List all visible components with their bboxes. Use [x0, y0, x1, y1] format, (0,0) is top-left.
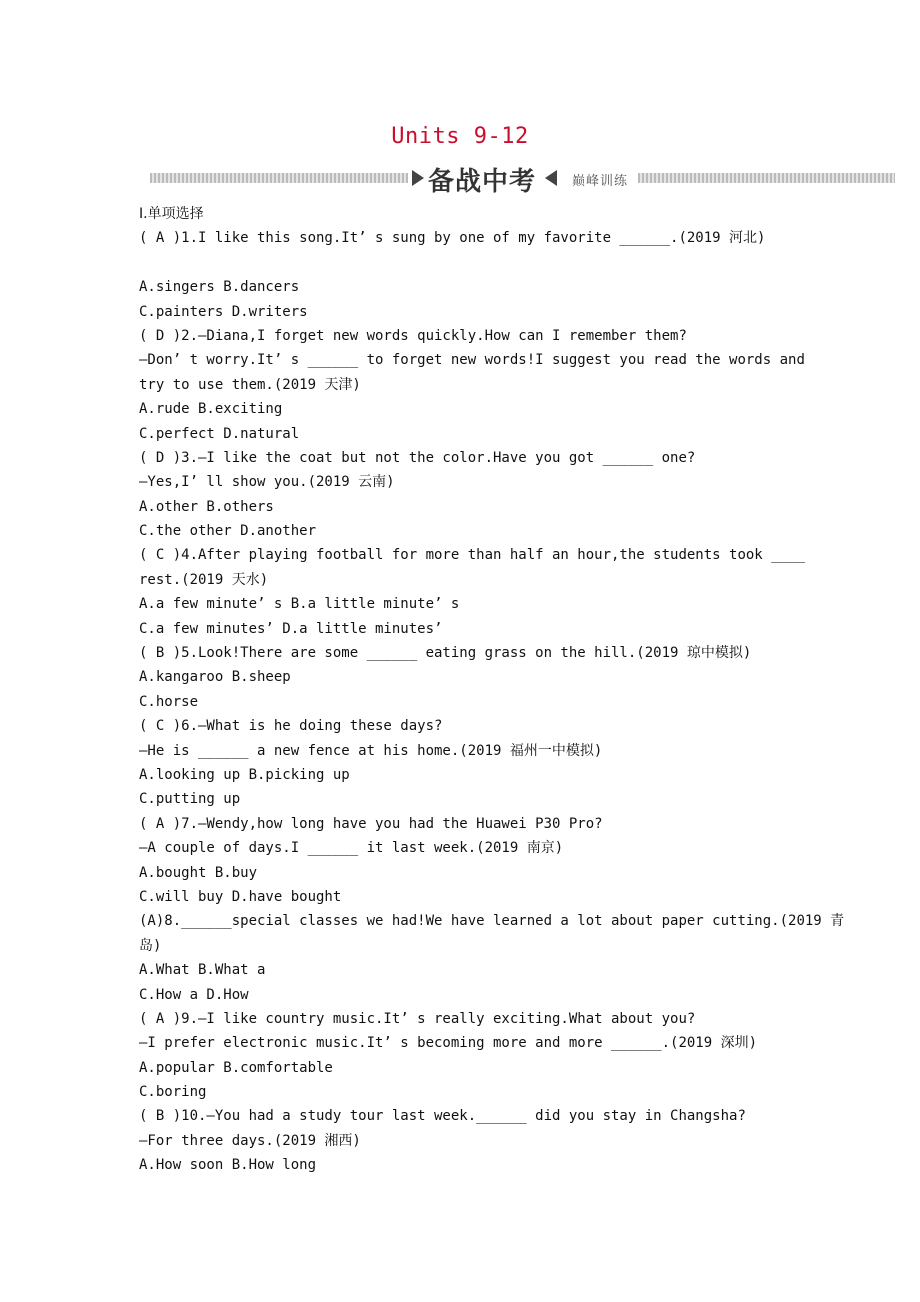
question-line: A.a few minute’ s B.a little minute’ s [139, 596, 460, 613]
question-line: C.putting up [139, 791, 241, 808]
question-line: C.horse [139, 693, 199, 710]
question-line: A.looking up B.picking up [139, 766, 350, 783]
banner-left-rule [150, 173, 408, 183]
banner-sub-text: 巅峰训练 [572, 174, 629, 189]
question-line: rest.(2019 天水) [139, 571, 269, 588]
question-line: A.What B.What a [139, 962, 266, 979]
section-banner [150, 160, 895, 196]
question-line: A.kangaroo B.sheep [139, 669, 291, 686]
question-line: ( D )2.—Diana,I forget new words quickly.How can I remember them? [139, 327, 687, 344]
question-line: C.a few minutes’ D.a little minutes’ [139, 620, 443, 637]
right-arrow-icon [412, 170, 424, 186]
question-line: —He is ______ a new fence at his home.(2019 福州一中模拟) [139, 742, 603, 759]
question-line: (A)8.______special classes we had!We have learned a lot about paper cutting.(2019 青 [139, 913, 845, 930]
page-title: Units 9-12 [391, 124, 529, 149]
question-line: —Don’ t worry.It’ s ______ to forget new words!I suggest you read the words and [139, 352, 805, 369]
question-line: ( A )1.I like this song.It’ s sung by one of my favorite ______.(2019 河北) [139, 230, 766, 247]
question-line: ( A )9.—I like country music.It’ s really exciting.What about you? [139, 1010, 696, 1027]
question-line: —For three days.(2019 湘西) [139, 1132, 361, 1149]
question-lines [139, 226, 845, 1177]
question-line: ( D )3.—I like the coat but not the color.Have you got ______ one? [139, 449, 696, 466]
question-line: A.bought B.buy [139, 864, 258, 881]
question-line: ( A )7.—Wendy,how long have you had the Huawei P30 Pro? [139, 815, 603, 832]
question-line: ( B )10.—You had a study tour last week.______ did you stay in Changsha? [139, 1108, 746, 1125]
question-line: try to use them.(2019 天津) [139, 376, 361, 393]
question-line: A.singers B.dancers [139, 279, 300, 296]
question-line: A.rude B.exciting [139, 401, 283, 418]
question-line: 岛) [139, 937, 162, 954]
question-line: —I prefer electronic music.It’ s becoming more and more ______.(2019 深圳) [139, 1035, 758, 1052]
banner-main-text: 备战中考 [428, 167, 537, 197]
question-line: C.will buy D.have bought [139, 888, 342, 905]
question-line: A.popular B.comfortable [139, 1059, 333, 1076]
question-list [139, 202, 845, 1178]
question-line: C.boring [139, 1084, 207, 1101]
question-line: —A couple of days.I ______ it last week.(2019 南京) [139, 840, 564, 857]
question-line: C.How a D.How [139, 986, 249, 1003]
question-line: A.other B.others [139, 498, 274, 515]
left-arrow-icon [545, 170, 557, 186]
question-line: C.painters D.writers [139, 303, 308, 320]
question-line: C.perfect D.natural [139, 425, 300, 442]
banner-right-rule [638, 173, 895, 183]
question-line: ( B )5.Look!There are some ______ eating grass on the hill.(2019 琼中模拟) [139, 645, 752, 662]
question-line: C.the other D.another [139, 523, 317, 540]
question-line: —Yes,I’ ll show you.(2019 云南) [139, 474, 395, 491]
question-line: ( C )6.—What is he doing these days? [139, 718, 443, 735]
question-line [139, 251, 794, 275]
question-line: A.How soon B.How long [139, 1157, 317, 1174]
section-heading: Ⅰ.单项选择 [139, 206, 204, 222]
question-line: ( C )4.After playing football for more than half an hour,the students took ____ [139, 547, 805, 564]
